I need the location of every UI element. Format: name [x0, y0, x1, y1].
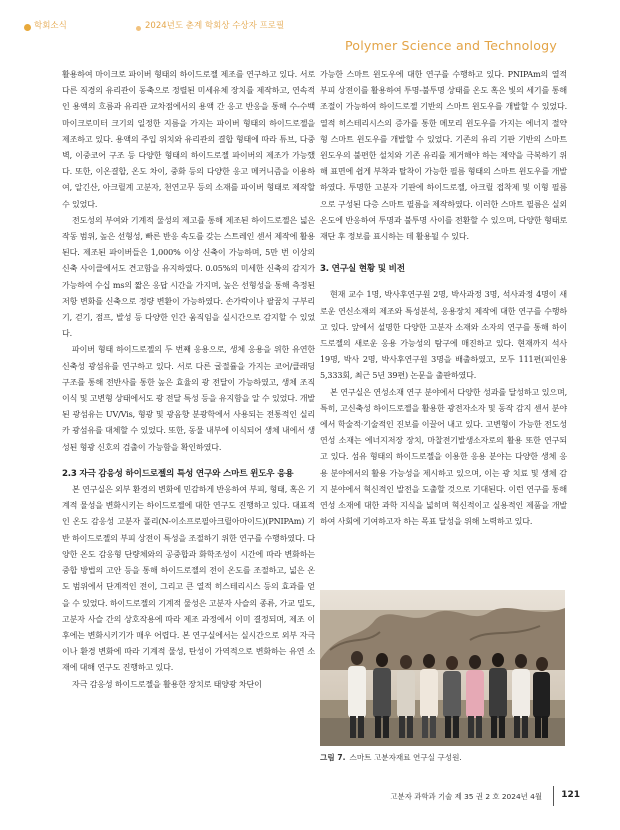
body-paragraph: 활용하여 마이크로 파이버 형태의 하이드로젤 제조를 연구하고 있다. 서로 다른 직경의 유리관이 동축으로 정렬된 미세유체 장치를 제작하고, 연속적인 용액의 흐름과 유리관 교차점에서의 용액 간 응고 반응을 통해 수-수백 마이크로미터 크기의 일정한 지름을 가지는 파이버 형태의 하이드로젤을 제조하고 있다. 용액의 주입 위치와 유리관의 결합 형태에 따라 튜브, 다중벽, 이중코어 구조 등 다양한 형태의 하이드로젤 파이버의 제조가 가능했다. 또한, 이온결합, 온도 차이, 중화 등의 다양한 응고 메커니즘을 이용하여, 알긴산, 아크릴계 고분자, 천연고무 등의 소재를 파이버 형태로 제작할 수 있었다. — [62, 70, 315, 209]
spacer — [320, 277, 567, 287]
spacer — [62, 456, 315, 466]
section-heading: 3. 연구실 현황 및 비전 — [320, 264, 405, 275]
subsection-label: 2024년도 춘계 학회상 수상자 프로필 — [145, 21, 285, 31]
lab-members-photo-illustration — [320, 590, 565, 746]
group-photo — [320, 590, 565, 746]
body-paragraph: 파이버 형태 하이드로젤의 두 번째 응용으로, 생체 응용을 위한 유연한 신축성 광섬유를 연구하고 있다. 서로 다른 굴절률을 가지는 코어/클래딩 구조를 통해 전반사를 통한 높은 효율의 광 전달이 가능하였고, 생체 조직 이식 및 고변형 상태에서도 광 전달 특성 등을 유지함을 알 수 있었다. 개발된 광섬유는 UV/Vis, 형광 및 광음향 분광학에서 사용되는 전통적인 실리카 광섬유를 대체할 수 있었다. 또한, 동물 내부에 이식되어 생체 내에서 생성된 형광 신호의 검출이 가능함을 확인하였다. — [62, 345, 315, 452]
journal-title: Polymer Science and Technology — [344, 38, 557, 53]
section-label: 학회소식 — [34, 21, 67, 31]
page-number: 121 — [561, 790, 580, 800]
separator-dot-icon — [136, 26, 141, 31]
body-paragraph: 현재 교수 1명, 박사후연구원 2명, 박사과정 3명, 석사과정 4명이 새로운 연신소재의 제조와 특성분석, 응용장치 제작에 대한 연구를 수행하고 있다. 앞에서 설명한 다양한 고분자 소재와 소자의 연구를 통해 하이드로젤의 새로운 응용 가능성의 탐구에 매진하고 있다. 현재까지 석사 19명, 박사 2명, 박사후연구원 3명을 배출하였고, 모두 111편(피인용 5,333회, 최근 5년 39편) 논문을 출판하였다. — [320, 290, 567, 381]
body-paragraph: 자극 감응성 하이드로젤을 활용한 장치로 태양광 차단이 — [72, 679, 262, 689]
spacer — [320, 245, 567, 261]
figure-caption-text: 스마트 고분자재료 연구실 구성원. — [349, 753, 462, 762]
section-heading: 2.3 자극 감응성 하이드로젤의 특성 연구와 스마트 윈도우 응용 — [62, 468, 294, 479]
body-paragraph: 본 연구실은 외부 환경의 변화에 민감하게 반응하여 부피, 형태, 혹은 기계적 물성을 변화시키는 하이드로젤에 대한 연구도 진행하고 있다. 대표적인 온도 감응성 고분자 폴리(N-이소프로필아크릴아마이드)(PNIPAm) 기반 하이드로젤의 부피 상전이 특성을 조절하기 위한 연구를 수행하였다. 다양한 온도 감응형 단량체와의 공중합과 화학조성이 시간에 따라 변화하는 중합 방법의 고안 등을 통해 하이드로젤의 전이 온도를 조절하고, 넓은 온도 범위에서 단계적인 전이, 그리고 큰 열적 히스테리시스 등의 효과를 얻을 수 있었다. 하이드로젤의 기계적 물성은 고분자 사슬의 종류, 가교 밀도, 고분자 사슬 간의 상호작용에 따라 제조 과정에서 이미 결정되며, 제조 이후에는 변화시키기가 매우 어렵다. 본 연구실에서는 실시간으로 외부 자극이나 환경 변화에 따라 기계적 물성, 탄성이 가역적으로 변화하는 유연 소재에 대해 연구도 진행하고 있다. — [62, 485, 315, 673]
page-footer — [0, 780, 620, 820]
figure-caption — [320, 752, 462, 763]
body-paragraph: 전도성의 부여와 기계적 물성의 제고를 통해 제조된 하이드로젤은 넓은 작동 범위, 높은 선형성, 빠른 반응 속도를 갖는 스트레인 센서 제작에 활용된다. 제조된 파이버들은 1,000% 이상 신축이 가능하며, 5만 번 이상의 신축 사이클에서도 견고함을 유지하였다. 0.05%의 미세한 신축의 감지가 가능하여 수십 ms의 짧은 응답 시간을 가지며, 높은 선형성을 통해 측정된 저항 변화를 신축으로 정량 변환이 가능하였다. 손가락이나 팔꿈치 구부리기, 걷기, 점프, 발성 등 다양한 인간 움직임을 실시간으로 감지할 수 있었다. — [62, 215, 315, 339]
page-header — [0, 0, 620, 64]
left-column — [62, 67, 315, 693]
footer-divider — [553, 786, 554, 806]
body-paragraph: 본 연구실은 연성소재 연구 분야에서 다양한 성과를 달성하고 있으며, 특히, 고신축성 하이드로젤을 활용한 광전자소자 및 동작 감지 센서 분야에서 학술적·기술적인 진보를 이끌어 내고 있다. 고변형이 가능한 전도성 연성 소재는 에너지저장 장치, 마찰전기발생소자로의 활용 또한 연구되고 있다. 섬유 형태의 하이드로젤을 이용한 응용 분야는 다양한 생체 응용 분야에서의 활용 가능성을 제시하고 있으며, 이는 광 치료 및 생체 감지 분야에서 혁신적인 발전을 도출할 것으로 기대된다. 이런 연구를 통해 연성 소재에 대한 과학 지식을 넓히며 혁신적이고 실용적인 제품을 개발하여 사회에 기여하고자 하는 목표 달성을 위해 노력하고 있다. — [320, 387, 567, 527]
journal-issue-info: 고분자 과학과 기술 제 35 권 2 호 2024년 4월 — [390, 792, 542, 801]
body-paragraph: 가능한 스마트 윈도우에 대한 연구를 수행하고 있다. PNIPAm의 열적 부피 상전이를 활용하여 투명-불투명 상태를 온도 혹은 빛의 세기를 통해 조절이 가능하여 하이드로젤 기반의 스마트 윈도우를 개발할 수 있었다. 열적 히스테리시스의 증가를 통한 메모리 윈도우를 가지는 에너지 절약형 스마트 윈도우를 개발할 수 있었다. 기존의 유리 기판 기반의 스마트 윈도우의 불편한 설치와 기존 유리를 제거해야 하는 제약을 극복하기 위해 표면에 쉽게 부착과 탈착이 가능한 필름 형태의 스마트 윈도우를 개발하였다. 투명한 고분자 기판에 하이드로젤, 아크릴 접착제 및 이형 필름으로 구성된 다층 스마트 필름을 제작하였다. 이러한 스마트 필름은 실외 온도에 반응하여 투명과 불투명 사이를 전환할 수 있으며, 다양한 형태로 재단 후 정보를 표시하는 데 활용될 수 있다. — [320, 70, 567, 242]
figure-label: 그림 7. — [320, 753, 346, 762]
right-column — [320, 67, 567, 530]
section-bullet-icon — [24, 24, 31, 31]
